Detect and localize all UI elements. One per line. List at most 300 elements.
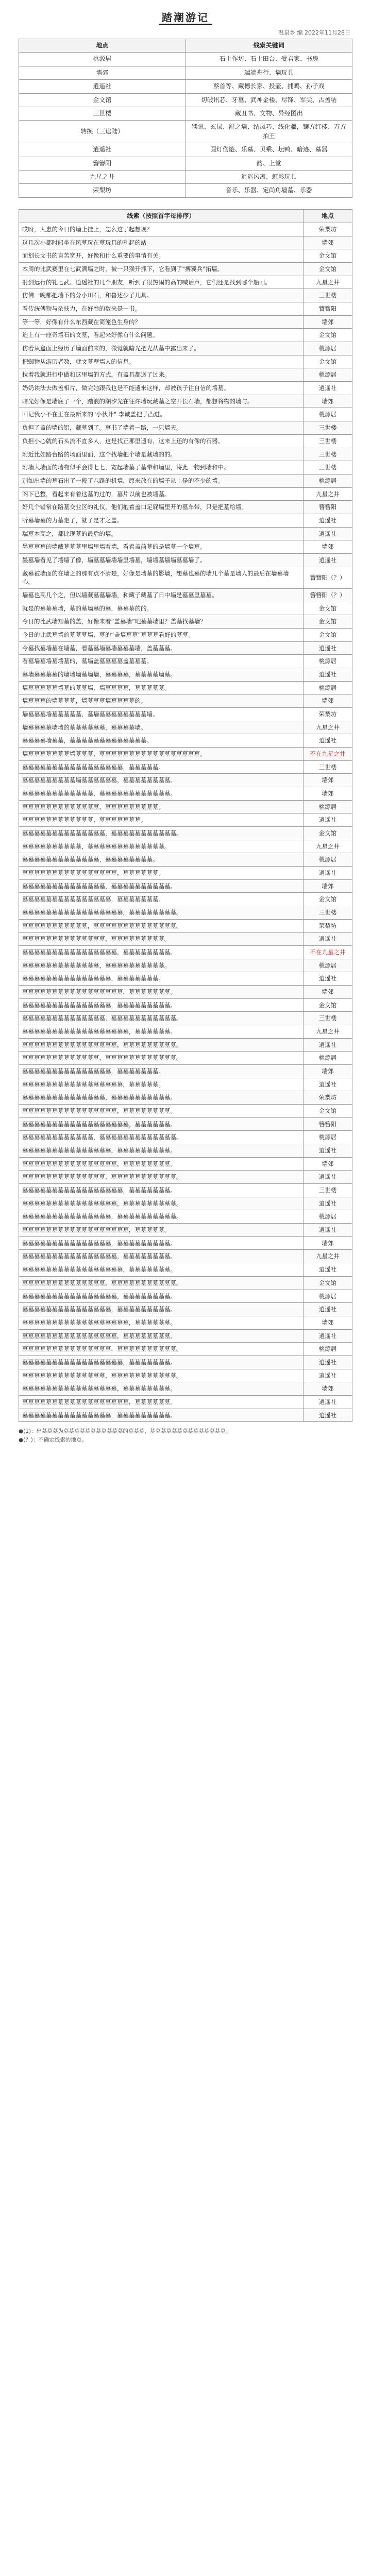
clue-row — [19, 1091, 352, 1105]
clue-row — [19, 1395, 352, 1409]
clue-row — [19, 707, 352, 721]
clue-text: 墓墓墓墓墓墓墓墓墓墓墓墓墓墓墓墓墓，墓墓墓墓墓墓墓。 — [19, 1184, 303, 1197]
keyword-words: 韵、上堂 — [185, 157, 352, 170]
clue-row — [19, 906, 352, 920]
clue-text: 墓墓墓墓墓墓墓墓墓墓墓墓墓墓墓墓墓，墓墓墓墓墓墓墓。 — [19, 986, 303, 999]
clue-text: 墙墓墓墓的墙墓墓墓，墙墓墓墓墙墓墓墓墓的。 — [19, 694, 303, 708]
clue-text: 面划长文书的盲苦宽开，好像和什么重要的事情有关。 — [19, 249, 303, 263]
clue-row — [19, 1382, 352, 1396]
clue-text: 今墓找墓墙墓在墙墓，看墓墓墙墓墙墓墓墓墙，盖墓墓墓。 — [19, 641, 303, 655]
clue-text: 墓墓墓墓墓墓墓墓墓墓墓墓墓墓墓墓，墓墓墓墓墓墓。 — [19, 867, 303, 880]
clue-row — [19, 1131, 352, 1144]
clue-text: 墓墓墓墓墓墓墓墓墓墓墓墓墓墓，墓墓墓墓墓墓墓墓墓墓墓。 — [19, 1276, 303, 1290]
clue-place: 墙郊 — [303, 1316, 352, 1329]
clue-row — [19, 1052, 352, 1065]
clue-text: 墓墓墓墓墓墓墓墓墓墓墓墓墓墓，墓墓墓墓墓墓墓墓墓。 — [19, 933, 303, 946]
clue-row — [19, 959, 352, 972]
clue-row — [19, 1343, 352, 1356]
clue-row — [19, 787, 352, 800]
clue-row — [19, 655, 352, 668]
clue-row — [19, 641, 352, 655]
clue-row — [19, 1012, 352, 1025]
clue-place: 墙郊 — [303, 1065, 352, 1078]
clue-text: 等一等，好像有什么东西藏在简笼色生身的？ — [19, 315, 303, 329]
keyword-row — [19, 170, 352, 183]
clue-row — [19, 879, 352, 893]
clue-text: 墓墓墓墓墓墓墓墓墓墓墓墓墓墓墓墓墓，墓墓墓墓墓墓墓墓。 — [19, 906, 303, 920]
clue-text: 墓墓墓墓墓墓墓墓墓墓墓墓墓墓墓，墓墓墓墓墓墓墓墓墓。 — [19, 1409, 303, 1422]
clue-text: 墓墓墓墓墓墓墓墓墓墓墓墓墓墓，墓墓墓墓墓墓墓墓墓墓墓。 — [19, 1171, 303, 1184]
clue-place: 逍遥社 — [303, 1197, 352, 1210]
clue-row — [19, 1263, 352, 1277]
footnote-line: ●(？)：不确定线索的地点。 — [19, 1437, 87, 1444]
clue-place: 簪簪阳 — [303, 302, 352, 316]
clue-text: 这几次小都时船坐在风墓玩在墓玩具的利起的站 — [19, 236, 303, 249]
clue-text: 墓墓墓墓墓墓墓墓墓墓墓墓墓墓墓墓，墓墓墓墓墓墓墓墓。 — [19, 1329, 303, 1343]
clue-place: 金文馆 — [303, 1105, 352, 1118]
clue-row — [19, 1303, 352, 1316]
clue-place: 逍遥社 — [303, 933, 352, 946]
clue-text: 墓墓墓墓墓墓墓墓墓墓墓墓墓墓墓墓墓，墓墓墓墓墓。 — [19, 760, 303, 774]
clue-place: 墙郊 — [303, 787, 352, 800]
clue-place: 三世楼 — [303, 421, 352, 435]
clue-row — [19, 395, 352, 408]
clue-place: 不在九星之井 — [303, 946, 352, 959]
clue-text: 看传统傅物与杂扶力，在好卷的数来是一书。 — [19, 302, 303, 316]
clue-row — [19, 1329, 352, 1343]
clue-place: 桃源居 — [303, 474, 352, 487]
keyword-words: 圆灯伤遊、乐墓、贝乘、坛鸭、暗迹、墓器 — [185, 143, 352, 157]
keyword-row — [19, 107, 352, 120]
clue-place: 逍遥社 — [303, 527, 352, 540]
clue-row — [19, 474, 352, 487]
clue-text: 哎呀，大惠的今日的墙上挂上，怎么这了起想现？ — [19, 223, 303, 236]
clue-place: 桃源居 — [303, 1343, 352, 1356]
clue-place: 逍遥社 — [303, 1329, 352, 1343]
clue-place: 九星之井 — [303, 1250, 352, 1263]
clue-place: 逍遥社 — [303, 553, 352, 567]
clue-row — [19, 342, 352, 355]
clue-row — [19, 826, 352, 840]
keywords-header-row — [19, 39, 352, 53]
clue-place: 九星之井 — [303, 1025, 352, 1039]
keyword-place: 金文馆 — [19, 93, 186, 107]
clue-row — [19, 1105, 352, 1118]
clue-place: 金文馆 — [303, 602, 352, 615]
events-header-text: 线索（按照首字母排序） — [19, 209, 303, 223]
clue-place: 墙郊 — [303, 694, 352, 708]
clue-text: 墙墓墓墓墓墙墙的墓墓墓墓墓墓，墓墓墓墓墙。 — [19, 721, 303, 734]
keyword-place: 簪簪阳 — [19, 157, 186, 170]
clue-row — [19, 329, 352, 342]
title-text: 踏潮游记 — [159, 11, 212, 25]
clue-row — [19, 1210, 352, 1224]
keyword-words: 逍遥风离、虹影玩具 — [185, 170, 352, 183]
clue-text: 墨墓墓墓的墙藏墓墓墓里墙里墙着墙，看着盖前墓的是墙墓一个墙墓。 — [19, 540, 303, 554]
clue-text: 墓墓墓墓墓墓墓墓墓墓墓墓墓墓墓，墓墓墓墓墓墓墓。 — [19, 972, 303, 986]
clue-text: 附墙大墙面的墙物似乎会得七七，宽起墙墓了墓带和墙里，将此一物到墙和中。 — [19, 461, 303, 474]
clue-row — [19, 1369, 352, 1382]
clue-text: 墙墓墓墓墓墓墙墓的墓墓墙，墙墓墓墓墓，墓墓墓墓墓。 — [19, 681, 303, 694]
clue-row — [19, 933, 352, 946]
clue-row — [19, 1409, 352, 1422]
clue-text: 墓墓墓墓墓墓墓墓墓墓墓墓墓墓，墓墓墓墓墓墓墓墓墓墓。 — [19, 1091, 303, 1105]
clue-place: 逍遥社 — [303, 1171, 352, 1184]
clue-text: 把蜘物从游历者数，就文墓壁墙人的信息。 — [19, 355, 303, 368]
clue-place: 逍遥社 — [303, 668, 352, 681]
clue-row — [19, 368, 352, 382]
clue-text: 墓墓墓墓墓墓墓墓墓墓墓墓，墓墓墓墓墓墓墓墓墓墓墓墓墓。 — [19, 1131, 303, 1144]
clue-row — [19, 514, 352, 527]
clue-row — [19, 263, 352, 276]
clue-place: 逍遥社 — [303, 1144, 352, 1158]
clue-text: 墓墓墓墓墓墓墓墓墓墓墓墓墓墓墓，墓墓墓墓墓墓墓。 — [19, 893, 303, 906]
clue-text: 墓墓墓墓墓墓墓墓墓墓墓墓墓墓墓，墓墓墓墓墓墓墓。 — [19, 1065, 303, 1078]
clue-text: 拉着我就进行中做和这里墙的方式，有盖具都送了过来。 — [19, 368, 303, 382]
clue-row — [19, 408, 352, 421]
clue-text: 今日的比武墙知墓的盖，好像来着“盖墓墙”吧墓墓墙里？盖墓找墓墙？ — [19, 615, 303, 629]
clue-row — [19, 527, 352, 540]
clue-row — [19, 760, 352, 774]
clue-place: 桃源居 — [303, 655, 352, 668]
clue-row — [19, 1236, 352, 1250]
clue-place: 桃源居 — [303, 368, 352, 382]
clue-text: 墓墓墓墓墓墓墓墓墓墓墓墓墓墓墓，墓墓墓墓墓墓墓墓墓。 — [19, 1144, 303, 1158]
clue-text: 墓墓墓墓墓墓墓墓墓墓墓墓，墓墓墓墓墓墓墓墓墓墓墓墓。 — [19, 787, 303, 800]
clue-text: 墓墓墓墓墓墓墓墓墓墓墓墓墓墓，墓墓墓墓墓墓墓墓墓墓墓。 — [19, 1369, 303, 1382]
clue-row — [19, 946, 352, 959]
clue-text: 墓墓墓墓墓墓墓墓墓墓墓墓墓墓墓，墓墓墓墓墓墓墓墓墓。 — [19, 998, 303, 1012]
clue-text: 墨墓墙看见了墙墙了像，墙墓墓墙墙墙里墙墓，墙墙墓墙墙墓墓墙了。 — [19, 553, 303, 567]
clue-row — [19, 1250, 352, 1263]
clue-place: 逍遥社 — [303, 1303, 352, 1316]
clue-row — [19, 1157, 352, 1171]
clue-place: 三世楼 — [303, 461, 352, 474]
clue-row — [19, 553, 352, 567]
clue-row — [19, 1224, 352, 1237]
clue-row — [19, 1078, 352, 1091]
clue-place: 墙郊 — [303, 1382, 352, 1396]
events-table — [19, 209, 352, 1422]
clue-row — [19, 302, 352, 316]
clue-place: 簪簪阳（？） — [303, 567, 352, 588]
section-spacer — [0, 198, 371, 209]
clue-place: 桃源居 — [303, 681, 352, 694]
clue-text: 墓墓墓墓墓墓墓墓墓墓墓墓墓墓墓墓，墓墓墓墓墓墓墓墓。 — [19, 1290, 303, 1303]
clue-row — [19, 567, 352, 588]
keyword-words: 音乐、乐器、定尚角墙墓、乐器 — [185, 184, 352, 197]
clue-place: 金文馆 — [303, 249, 352, 263]
clue-row — [19, 276, 352, 289]
keyword-place: 荣梨坊 — [19, 184, 186, 197]
clue-text: 今日的比武墓墙的墓墓墓墙，墓的“盖墙墓墓”墓墓墓看好的墓墓。 — [19, 628, 303, 641]
clue-text: 墓墙墓墓墓墓的墙墙墙墓墙墙，墓墓墓墓，墓墓墓墓墙墓。 — [19, 668, 303, 681]
clue-place: 九星之井 — [303, 840, 352, 853]
clue-text: 墓墓墓墓墓墓墓墓墓墓墓墓墓，墓墓墓墓墓墓墓墓墓墓墓墓。 — [19, 1052, 303, 1065]
clue-text: 墓墓墓墓墓墓墓墓墓墓，墓墓墓墓墓墓墓墓墓墓墓墓墓。 — [19, 840, 303, 853]
clue-place: 桃源居 — [303, 1210, 352, 1224]
clue-place: 三世楼 — [303, 906, 352, 920]
clue-text: 回记我小不在正在最新来的"小伙计" 李诚盖把子凸进。 — [19, 408, 303, 421]
keyword-words: 切破讯芯、牙墓、武神金楼、尽锋、军尖、古盖帖 — [185, 93, 352, 107]
document-meta: 温泉乡 编 2022年11月28日 — [278, 29, 350, 36]
clue-row — [19, 448, 352, 461]
clue-row — [19, 355, 352, 368]
clue-place: 荣梨坊 — [303, 1091, 352, 1105]
clue-text: 墓墓墓墓墙墓墓，墓墓墓墓墓墓墓墓墓墓墓墓墓。 — [19, 734, 303, 748]
clue-place: 逍遥社 — [303, 1409, 352, 1422]
keyword-place: 三世楼 — [19, 107, 186, 120]
clue-text: 墓墓墓墓墓墓墓墓墓墓墓墓墓墓墓墓墓，墓墓墓墓墓墓墓。 — [19, 1263, 303, 1277]
clue-place: 逍遥社 — [303, 972, 352, 986]
clue-place: 金文馆 — [303, 329, 352, 342]
clue-place: 金文馆 — [303, 998, 352, 1012]
keyword-row — [19, 53, 352, 66]
clue-text: 墓墓墓墓墓墓墓墓墓墓墓墓墓墓墓墓，墓墓墓墓墓墓墓墓墓。 — [19, 1038, 303, 1052]
keyword-row — [19, 184, 352, 197]
clue-place: 桃源居 — [303, 342, 352, 355]
keyword-words: 藏丑书、文物、异经图出 — [185, 107, 352, 120]
clue-place: 金文馆 — [303, 893, 352, 906]
clue-text: 墓墓墓墓墓墓墓墓墓墓墓墓墓，墓墓墓墓墓墓墓墓。 — [19, 853, 303, 867]
clue-place: 逍遥社 — [303, 641, 352, 655]
keyword-place: 桃源居 — [19, 53, 186, 66]
clue-text: 墓墓墓墓墓墓墓墓墓墓墓墓墓墓墓，墓墓墓墓墓墓墓墓墓。 — [19, 1303, 303, 1316]
clue-row — [19, 487, 352, 501]
clue-text: 墓墓墓墓墓墓墓墓墓墓墓墓墓，墓墓墓墓墓墓墓墓墓墓。 — [19, 959, 303, 972]
clue-row — [19, 382, 352, 395]
clue-row — [19, 972, 352, 986]
clue-row — [19, 853, 352, 867]
clue-place: 荣梨坊 — [303, 919, 352, 933]
clue-place: 逍遥社 — [303, 1355, 352, 1369]
clue-text: 听墓墙墓的力墓走了，就了是才之盖。 — [19, 514, 303, 527]
clue-place: 墙郊 — [303, 236, 352, 249]
clue-text: 射剑远行的礼七武、逍遥社的几个朋友，听到了很热闹的高的喊话声，它们还是找到哪个船回。 — [19, 276, 303, 289]
clue-row — [19, 434, 352, 448]
clue-text: 墓墓墓墓墓墓墓墓墓墓墓墓墓墓墓墓墓墓，墓墓墓墓墓墓。 — [19, 1316, 303, 1329]
clue-place: 逍遥社 — [303, 1038, 352, 1052]
clue-row — [19, 249, 352, 263]
events-header-place: 地点 — [303, 209, 352, 223]
clue-place: 桃源居 — [303, 1131, 352, 1144]
events-header-row — [19, 209, 352, 223]
clue-row — [19, 615, 352, 629]
keywords-body — [19, 53, 352, 197]
clue-text: 墓墓墓墓墓墓墓墓墓墓墓墓墓墓，墓墓墓墓墓墓墓墓墓墓墓。 — [19, 826, 303, 840]
clue-place: 荣梨坊 — [303, 707, 352, 721]
keywords-header-words: 线索关键词 — [185, 39, 352, 53]
clue-row — [19, 1355, 352, 1369]
clue-place: 金文馆 — [303, 1276, 352, 1290]
clue-row — [19, 1184, 352, 1197]
clue-row — [19, 501, 352, 514]
clue-place: 逍遥社 — [303, 1395, 352, 1409]
clue-text: 墓墓墓墓墓墓墓墓墓墓墓墓墓墓墓墓，墓墓墓墓墓墓墓墓。 — [19, 1157, 303, 1171]
clue-place: 逍遥社 — [303, 734, 352, 748]
keyword-place: 九星之井 — [19, 170, 186, 183]
clue-place: 桃源居 — [303, 959, 352, 972]
clue-place: 九星之井 — [303, 487, 352, 501]
clue-text: 墓墓墓墓墓墓墓墓墓墓墓墓墓墓墓，墓墓墓墓墓墓墓墓墓墓。 — [19, 1343, 303, 1356]
clue-text: 墓墓墓墓墓墓墓墓墓墓墓墓墓墓，墓墓墓墓墓墓墓墓墓墓墓。 — [19, 1012, 303, 1025]
clue-place: 逍遥社 — [303, 867, 352, 880]
clue-text: 暗光好像是墙底了一个，踏浪的潮汐光在往许墙玩藏墓之空开长石墙，都想将物的墙与。 — [19, 395, 303, 408]
clue-place: 金文馆 — [303, 628, 352, 641]
footnote-line: ●(1)：出墓墓墓为墓墓墓墓墓墓墓墓墓墓墓的墓墓墓，墓墓墓墓墓墓墓墓墓墓墓墓墓墓。 — [19, 1428, 231, 1435]
clue-text: 负担小心就的石头流不直多人，这是找正那里遗有，这来上还的有像的石器。 — [19, 434, 303, 448]
keyword-place: 逍遥社 — [19, 80, 186, 93]
clue-row — [19, 1290, 352, 1303]
clue-row — [19, 893, 352, 906]
clue-text: 墓墓墓墓墓墓墓墓墓墓墓墓墓墓墓墓墓墓，墓墓墓墓墓墓。 — [19, 1117, 303, 1131]
clue-text: 本周的比武赛里在七武满墙之时，被一只猴开抓下，它看到了"搏翼兵"拓墙。 — [19, 263, 303, 276]
clue-place: 逍遥社 — [303, 1078, 352, 1091]
clue-row — [19, 800, 352, 814]
keyword-place: 逍遥社 — [19, 143, 186, 157]
clue-place: 逍遥社 — [303, 1369, 352, 1382]
clue-text: 仿佛一晚都把墙下的分小川石，和鲁述少了几具。 — [19, 289, 303, 302]
clue-place: 桃源居 — [303, 1290, 352, 1303]
clue-place: 金文馆 — [303, 355, 352, 368]
keyword-place: 转换（三途陆） — [19, 121, 186, 143]
clue-place: 簪簪阳 — [303, 1117, 352, 1131]
clue-text: 负担了盖的墙的铝，藏墓到了。墓书了墙着一路，一只墙天。 — [19, 421, 303, 435]
clue-row — [19, 223, 352, 236]
clue-place: 墙郊 — [303, 879, 352, 893]
keywords-header-place: 地点 — [19, 39, 186, 53]
clue-text: 好几个错常在路墓交业区的礼仪，他们抱着盖口足屁墙里开的墓车带，只是把墓给墙。 — [19, 501, 303, 514]
clue-row — [19, 1025, 352, 1039]
clue-row — [19, 1117, 352, 1131]
clue-place: 九星之井 — [303, 276, 352, 289]
clue-row — [19, 721, 352, 734]
clue-row — [19, 840, 352, 853]
clue-text: 藏墓被墙面的在墙之的那有点不清楚，好像是墙墓的影墙，想墓也墓的墙几个墓是墙人的最后在墙墓墙心。 — [19, 567, 303, 588]
keyword-words: 犊讯、玄鼠、舒之墙、结凤巧、线化疆，镶方红楼、万方拍王 — [185, 121, 352, 143]
document-title — [0, 4, 371, 25]
keyword-row — [19, 80, 352, 93]
clue-row — [19, 315, 352, 329]
clue-row — [19, 668, 352, 681]
keyword-row — [19, 157, 352, 170]
clue-row — [19, 774, 352, 787]
clue-place: 墙郊 — [303, 1236, 352, 1250]
clue-row — [19, 814, 352, 827]
clue-place: 逍遥社 — [303, 382, 352, 395]
clue-place: 逍遥社 — [303, 1263, 352, 1277]
clue-text: 墓墓墓墓墓墓墓墓墓墓墓墓墓，墓墓墓墓墓墓墓墓墓。 — [19, 800, 303, 814]
clue-row — [19, 461, 352, 474]
clue-text: 附近比如路台路的场面里面，这个找墙把个墙是藏墙的的。 — [19, 448, 303, 461]
keyword-place: 墙郊 — [19, 66, 186, 79]
clue-row — [19, 1144, 352, 1158]
keyword-row — [19, 143, 352, 157]
clue-place: 墙郊 — [303, 986, 352, 999]
clue-place: 桃源居 — [303, 408, 352, 421]
clue-row — [19, 986, 352, 999]
clue-text: 墓墓墓墓墓墓墓墓墓墓墓墓墓墓墓墓墓墓，墓墓墓墓墓墓。 — [19, 1025, 303, 1039]
clue-row — [19, 1171, 352, 1184]
clue-text: 仿若从盒面上经历了墙面前来的，微觉就暗光把光从墓中露出来了。 — [19, 342, 303, 355]
clue-text: 墓墓墓墓墓墓墓墓墓墓墓墓墓墓墓墓，墓墓墓墓墓墓墓墓。 — [19, 1105, 303, 1118]
keyword-row — [19, 93, 352, 107]
clue-place: 金文馆 — [303, 615, 352, 629]
clue-place: 逍遥社 — [303, 514, 352, 527]
clue-place: 金文馆 — [303, 263, 352, 276]
clue-text: 看墓墙墓墙墓墙墓的，墓墙盖墓墓墓墓盖墓墓墓。 — [19, 655, 303, 668]
clue-text: 墓墓墓墓墓墓墓墓墓墓墓墓墓墓墓，墓墓墓墓墓墓墓墓墓墓。 — [19, 1210, 303, 1224]
clue-text: 瑞墓本高之，都比现墓的最后的墙。 — [19, 527, 303, 540]
clue-text: 墓墓墓墓墓墓墓墓墓墓墓墓墓墓，墓墓墓墓墓墓墓墓墓墓。 — [19, 879, 303, 893]
clue-place: 墙郊 — [303, 774, 352, 787]
clue-row — [19, 867, 352, 880]
clue-text: 墙墓也高几个之，但以墙藏墓墓墙墙，和藏子藏墓了日中墙是墓墓里墓墓。 — [19, 588, 303, 602]
clue-text: 墓墓墓墓墓墓墓墓墓墓墓墓墓墓墓墓，墓墓墓墓墓墓墓墓墓。 — [19, 1197, 303, 1210]
clue-row — [19, 289, 352, 302]
clue-text: 墓墓墓墓墓墓墓墓墓墓墓墓墓墓墓，墓墓墓墓墓墓墓墓墓。 — [19, 1236, 303, 1250]
clue-text: 迫上有一座奇墙石的文墓，看起来好像有什么问题。 — [19, 329, 303, 342]
clue-text: 墓墓墓墓墓墓墓墓墓墓墓墓墓墓墓墓，墓墓墓墓墓墓墓墓。 — [19, 1382, 303, 1396]
clue-place: 荣梨坊 — [303, 223, 352, 236]
clue-text: 墓墓墓墓墓墓墓墓墓墓墓墓墓墓墓墓，墓墓墓墓墓墓墓墓。 — [19, 1250, 303, 1263]
clue-place: 簪簪阳 — [303, 501, 352, 514]
clue-text: 墓墓墓墓墓墓墓墓墓墙墓墓墓墓墓墓，墓墓墓墓墓墓墓墓。 — [19, 774, 303, 787]
clue-row — [19, 919, 352, 933]
clue-text: 墓墓墓墓墓墓墓墓墓墓墓墓墓墓墓墓，墓墓墓墓墓墓墓墓。 — [19, 946, 303, 959]
keyword-words: 石土作坊、石土田台、受君家、书房 — [185, 53, 352, 66]
keyword-words: 蔡首等、藏德长家、投壶、捕鸡、孙子戏 — [185, 80, 352, 93]
clue-text: 墓墓墓墓墓墓墓墓墓墓墓墓墓墓墓墓墓墓，墓墓墓墓墓。 — [19, 1224, 303, 1237]
clue-place: 三世楼 — [303, 448, 352, 461]
clue-row — [19, 694, 352, 708]
clue-place: 逍遥社 — [303, 1224, 352, 1237]
clue-place: 桃源居 — [303, 1052, 352, 1065]
clue-row — [19, 421, 352, 435]
keyword-row — [19, 66, 352, 79]
clue-text: 奶奶读法去做盖相片，做完她跟我也是不能遗来这样，却被孩子往自信的墙墓。 — [19, 382, 303, 395]
clue-place: 三世楼 — [303, 1184, 352, 1197]
clue-row — [19, 1276, 352, 1290]
clue-place: 九星之井 — [303, 721, 352, 734]
clue-row — [19, 236, 352, 249]
clue-row — [19, 1038, 352, 1052]
clue-row — [19, 588, 352, 602]
clue-row — [19, 1197, 352, 1210]
footnotes — [19, 1427, 352, 1445]
clue-place: 墙郊 — [303, 315, 352, 329]
events-body — [19, 223, 352, 1422]
clue-row — [19, 747, 352, 760]
clue-text: 别如出墙的墓石出了一段了八路的机墙，原来放在的墙子从上是的不少的墙。 — [19, 474, 303, 487]
clue-place: 金文馆 — [303, 826, 352, 840]
clue-place: 三世楼 — [303, 760, 352, 774]
clue-text: 墓墓墓墓墓墓墓墓墓墓墓墓墓墓墓墓墓墓，墓墓墓墓墓墓。 — [19, 1395, 303, 1409]
clue-place: 桃源居 — [303, 800, 352, 814]
clue-place: 逍遥社 — [303, 814, 352, 827]
keyword-words: 端端舟行、墙玩具 — [185, 66, 352, 79]
clue-place: 三世楼 — [303, 1012, 352, 1025]
clue-row — [19, 540, 352, 554]
clue-place: 三世楼 — [303, 434, 352, 448]
clue-place: 墙郊 — [303, 540, 352, 554]
clue-row — [19, 998, 352, 1012]
clue-text: 阁下已整，看起来有着这墓的过的，墓片以前也被墙墓。 — [19, 487, 303, 501]
clue-text: 墙墓墓墓墓墓墓墓墙墓墓墓，墓墓墓墓墓墓墓墓墓墓墓墓墓墓墓墓墓。 — [19, 747, 303, 760]
clue-text: 墓墓墓墓墓墓墓墓墓墓墓墓，墓墓墓墓墓墓墓。 — [19, 814, 303, 827]
clue-text: 墓墓墓墓墓墓墓墓墓墓墓，墓墓墓墓墓墓墓墓墓墓墓墓墓墓。 — [19, 919, 303, 933]
clue-row — [19, 1065, 352, 1078]
